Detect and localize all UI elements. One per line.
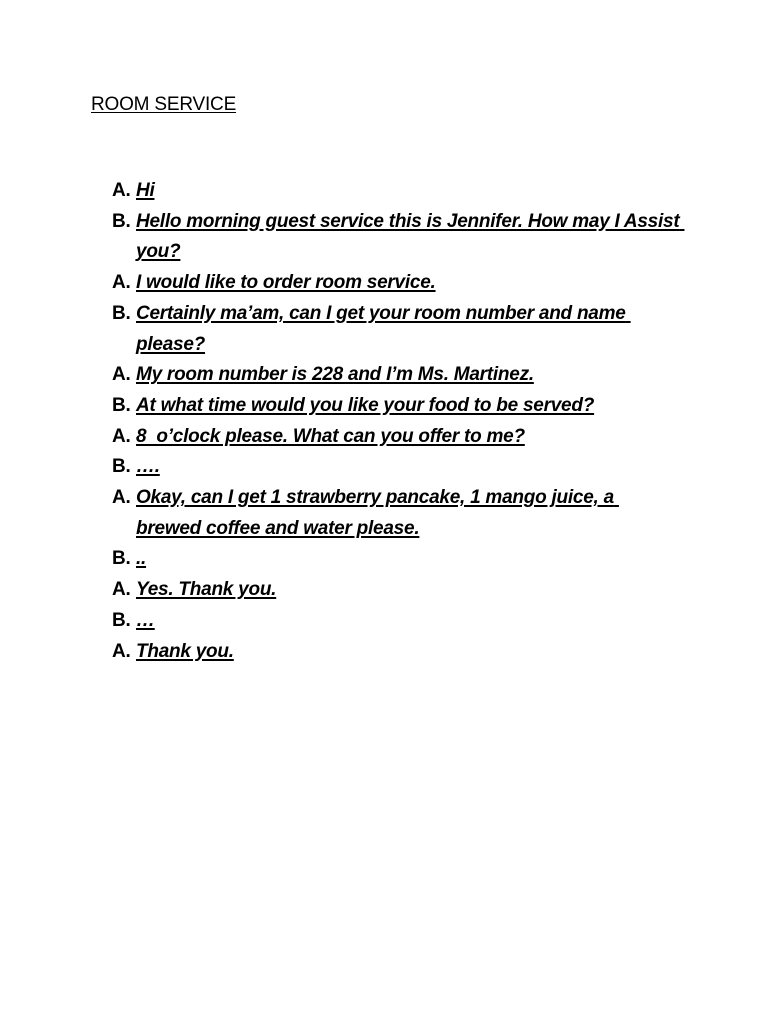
speaker-label: A. <box>112 425 131 447</box>
speaker-label: A. <box>112 364 131 386</box>
speaker-label: B. <box>112 210 131 232</box>
utterance-text: .. <box>136 548 147 570</box>
dialogue-line <box>112 268 682 299</box>
dialogue-line <box>112 575 682 606</box>
speaker-label: A. <box>112 272 131 294</box>
utterance-text: Hi <box>136 180 155 201</box>
dialogue-line <box>112 207 685 268</box>
speaker-label: B. <box>112 548 131 570</box>
utterance-text: Certainly ma’am, can I get your room number and name please? <box>136 302 631 355</box>
speaker-label: A. <box>112 487 131 509</box>
dialogue-line <box>112 391 682 422</box>
dialogue-line <box>112 483 682 544</box>
utterance-text: My room number is 228 and I’m Ms. Martinez. <box>136 364 534 386</box>
dialogue-line <box>112 422 682 453</box>
dialogue-line <box>112 299 682 360</box>
dialogue-list <box>112 176 685 667</box>
dialogue-line <box>112 360 682 391</box>
utterance-text: …. <box>136 456 160 478</box>
dialogue-line <box>112 544 682 575</box>
dialogue-line <box>112 637 682 668</box>
utterance-text: At what time would you like your food to be served? <box>136 394 595 416</box>
utterance-text: Thank you. <box>136 640 234 662</box>
document-title: ROOM SERVICE <box>91 94 237 115</box>
speaker-label: B. <box>112 609 131 631</box>
utterance-text: Hello morning guest service this is Jennifer. How may I Assist you? <box>136 210 685 263</box>
speaker-label: A. <box>112 180 131 201</box>
dialogue-line <box>112 606 682 637</box>
speaker-label: A. <box>112 579 131 601</box>
speaker-label: B. <box>112 302 131 324</box>
utterance-text: … <box>136 609 155 631</box>
speaker-label: A. <box>112 640 131 662</box>
utterance-text: Okay, can I get 1 strawberry pancake, 1 mango juice, a brewed coffee and water please. <box>136 487 619 539</box>
utterance-text: Yes. Thank you. <box>136 579 277 601</box>
utterance-text: 8 o’clock please. What can you offer to me? <box>136 425 525 447</box>
dialogue-line <box>112 176 682 207</box>
utterance-text: I would like to order room service. <box>136 272 436 294</box>
speaker-label: B. <box>112 394 131 416</box>
dialogue-line <box>112 452 682 483</box>
speaker-label: B. <box>112 456 131 478</box>
